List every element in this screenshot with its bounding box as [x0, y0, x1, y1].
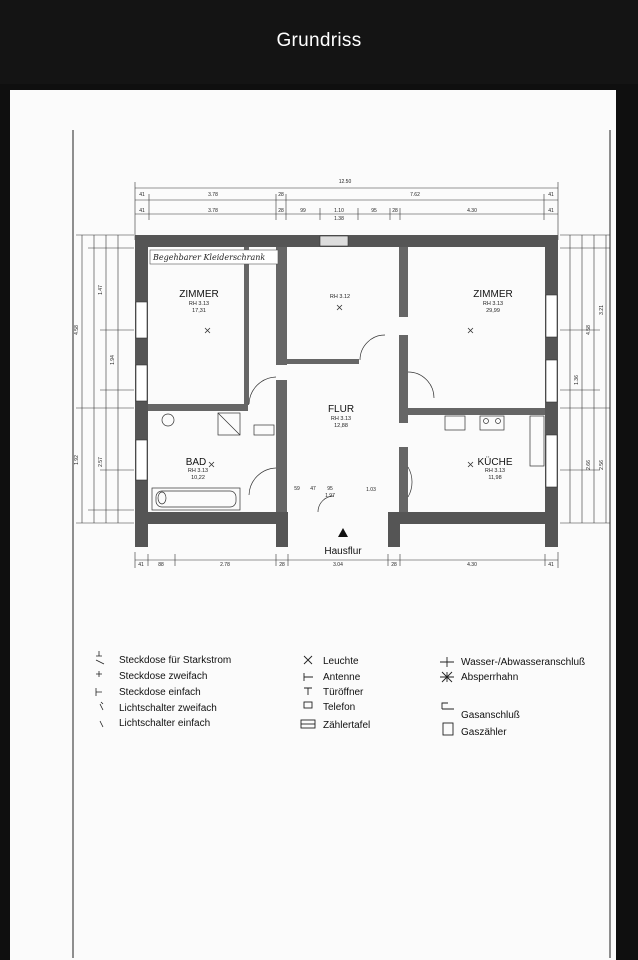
- top-dimension-chain: [135, 182, 558, 240]
- outer-walls: [135, 235, 558, 547]
- svg-text:47: 47: [310, 486, 316, 492]
- legend-telefon: Telefon: [323, 702, 356, 713]
- svg-text:3.04: 3.04: [333, 562, 343, 568]
- svg-text:ZIMMER: ZIMMER: [179, 289, 219, 300]
- bottom-dims: [138, 562, 554, 568]
- flur-dims: [294, 486, 376, 499]
- svg-text:4.58: 4.58: [74, 325, 80, 335]
- overall-width-dim: 12.50: [338, 179, 352, 185]
- legend-zaehlertafel: Zählertafel: [323, 720, 371, 731]
- room-bad: [186, 457, 208, 481]
- room-zimmer-right: [473, 289, 512, 314]
- svg-text:11,98: 11,98: [488, 475, 502, 481]
- legend-steckdose-zweifach: Steckdose zweifach: [119, 671, 208, 682]
- svg-text:12,88: 12,88: [334, 423, 348, 429]
- svg-text:RH 3.13: RH 3.13: [484, 468, 506, 474]
- room-middle-top: [330, 294, 350, 300]
- handwritten-note: Begehbarer Kleiderschrank: [153, 253, 266, 262]
- legend-leuchte: Leuchte: [323, 656, 359, 667]
- svg-text:1.03: 1.03: [366, 487, 376, 493]
- left-dimension-chain: [76, 235, 134, 523]
- svg-text:28: 28: [278, 192, 284, 198]
- svg-text:RH 3.13: RH 3.13: [187, 468, 209, 474]
- legend-left: [96, 651, 104, 727]
- legend-tueroeffner: Türöffner: [323, 687, 364, 698]
- legend-middle: [301, 656, 315, 728]
- floor-plan-document[interactable]: [10, 90, 616, 960]
- svg-text:FLUR: FLUR: [327, 404, 355, 415]
- svg-text:ZIMMER: ZIMMER: [473, 289, 513, 300]
- svg-text:2.78: 2.78: [220, 562, 230, 568]
- room-flur: [328, 404, 354, 429]
- svg-text:28: 28: [391, 562, 397, 568]
- svg-text:28: 28: [392, 208, 398, 214]
- right-dims: [574, 305, 605, 470]
- legend-steckdose-einfach: Steckdose einfach: [119, 687, 201, 698]
- svg-text:4.58: 4.58: [586, 325, 592, 335]
- svg-text:1.94: 1.94: [110, 355, 116, 365]
- legend-steckdose-starkstrom: Steckdose für Starkstrom: [119, 655, 232, 666]
- svg-text:1.47: 1.47: [98, 285, 104, 295]
- svg-text:95: 95: [327, 486, 333, 492]
- room-kueche: [477, 456, 512, 481]
- svg-text:3.21: 3.21: [599, 305, 605, 315]
- svg-text:4.30: 4.30: [467, 562, 477, 568]
- top-dims-row2: [139, 208, 554, 222]
- entrance-arrow: [338, 528, 348, 537]
- legend-wasseranschluss: Wasser-/Abwasseranschluß: [461, 657, 586, 668]
- svg-text:1.36: 1.36: [574, 375, 580, 385]
- left-dims: [74, 285, 116, 467]
- svg-text:99: 99: [300, 208, 306, 214]
- svg-text:2.56: 2.56: [599, 460, 605, 470]
- legend-gaszaehler: Gaszähler: [461, 727, 507, 738]
- svg-text:95: 95: [371, 208, 377, 214]
- legend-absperrhahn: Absperrhahn: [461, 672, 519, 683]
- bathroom-fixtures: [152, 413, 274, 510]
- svg-text:RH 3.13: RH 3.13: [330, 416, 352, 422]
- svg-text:1.92: 1.92: [74, 455, 80, 465]
- svg-text:41: 41: [548, 192, 554, 198]
- svg-text:29,99: 29,99: [486, 308, 500, 314]
- svg-text:28: 28: [279, 562, 285, 568]
- svg-text:88: 88: [158, 562, 164, 568]
- svg-text:41: 41: [138, 562, 144, 568]
- svg-text:KÜCHE: KÜCHE: [477, 457, 513, 468]
- floor-plan-drawing: [10, 90, 616, 960]
- svg-text:2.57: 2.57: [98, 457, 104, 467]
- svg-text:41: 41: [139, 192, 145, 198]
- legend-right: [440, 657, 454, 735]
- svg-text:2.66: 2.66: [586, 460, 592, 470]
- hausflur-label: Hausflur: [324, 546, 362, 557]
- legend-antenne: Antenne: [323, 672, 361, 683]
- svg-text:28: 28: [278, 208, 284, 214]
- legend-gasanschluss: Gasanschluß: [461, 710, 520, 721]
- svg-text:RH 3.13: RH 3.13: [482, 301, 504, 307]
- svg-text:3.78: 3.78: [208, 208, 218, 214]
- svg-text:RH 3.12: RH 3.12: [329, 294, 351, 300]
- svg-text:1.97: 1.97: [325, 493, 335, 499]
- svg-text:7.62: 7.62: [410, 192, 420, 198]
- room-zimmer-left: [179, 289, 218, 314]
- svg-text:1.10: 1.10: [334, 208, 344, 214]
- svg-text:17,31: 17,31: [192, 308, 206, 314]
- legend-lichtschalter-einfach: Lichtschalter einfach: [119, 718, 211, 729]
- top-bar: [0, 0, 638, 84]
- svg-text:41: 41: [139, 208, 145, 214]
- svg-text:1.38: 1.38: [334, 216, 344, 222]
- legend-lichtschalter-zweifach: Lichtschalter zweifach: [119, 703, 217, 714]
- svg-text:4.30: 4.30: [467, 208, 477, 214]
- top-dims-row1: [139, 192, 554, 198]
- svg-text:3.78: 3.78: [208, 192, 218, 198]
- right-dimension-chain: [560, 235, 610, 523]
- svg-text:RH 3.13: RH 3.13: [188, 301, 210, 307]
- svg-text:10,22: 10,22: [191, 475, 205, 481]
- svg-text:41: 41: [548, 562, 554, 568]
- svg-text:BAD: BAD: [185, 457, 207, 468]
- svg-text:59: 59: [294, 486, 300, 492]
- svg-text:41: 41: [548, 208, 554, 214]
- page-title: Grundriss: [276, 30, 362, 51]
